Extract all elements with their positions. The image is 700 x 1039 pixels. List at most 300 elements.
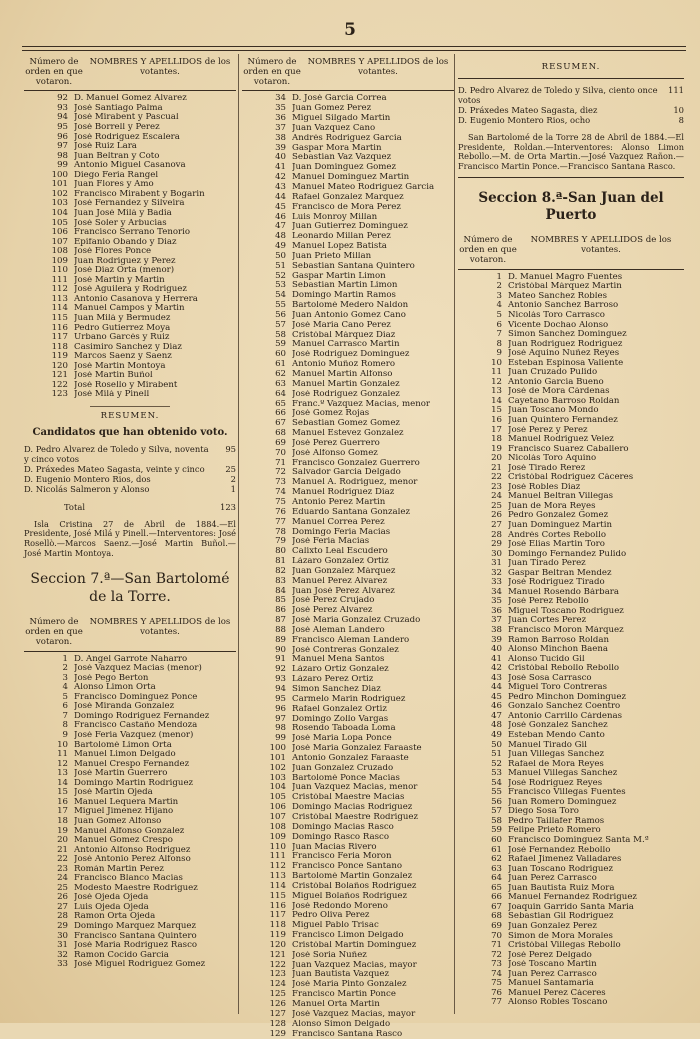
voter-number: 118 <box>269 921 286 931</box>
voter-name: Miguel Jimenez Hijano <box>74 807 174 817</box>
voter-number: 40 <box>275 153 286 163</box>
voter-name: José Aleman Landero <box>292 625 385 635</box>
list-item <box>242 616 454 626</box>
list-item <box>242 577 454 587</box>
table-header <box>24 58 236 91</box>
voter-name: Juan Rodriguez y Perez <box>74 256 176 266</box>
voter-name: Pedro Gonzalez Gomez <box>508 511 609 521</box>
voter-number: 2 <box>496 282 502 292</box>
voter-name: José Feria Vazquez (menor) <box>74 731 194 741</box>
voter-name: Juan Romero Dominguez <box>508 797 617 807</box>
list-item <box>242 813 454 823</box>
voter-number: 39 <box>275 143 286 153</box>
list-item <box>242 862 454 872</box>
voter-name: Juan Toscano Rodriguez <box>508 864 614 874</box>
voter-number: 86 <box>275 606 286 616</box>
voter-name: Cristóbal Bolaños Rodriguez <box>292 881 417 891</box>
voter-number: 21 <box>491 463 502 473</box>
list-item <box>458 750 684 760</box>
list-item <box>242 1010 454 1020</box>
voter-number: 22 <box>491 473 502 483</box>
list-item <box>458 445 684 455</box>
section6-note: Isla Cristina 27 de Abril de 1884.—El Presidente, José Milá y Pinell.—Interventores: José Rosellò.—Marcos Saenz.—José Martin Buñol.—José Martin Montoya. <box>24 518 236 558</box>
voter-name: Alonso Minchon Baena <box>508 645 609 655</box>
list-item <box>242 803 454 813</box>
list-item <box>242 350 454 360</box>
voter-number: 88 <box>275 625 286 635</box>
list-item <box>458 359 684 369</box>
voter-number: 126 <box>269 1000 286 1010</box>
result-line <box>458 115 684 125</box>
list-item <box>458 807 684 817</box>
list-item <box>458 741 684 751</box>
voter-name: José Martin y Martin <box>74 275 165 285</box>
list-item <box>242 774 454 784</box>
list-item <box>242 902 454 912</box>
list-item <box>242 1020 454 1030</box>
voter-number: 6 <box>62 702 68 712</box>
voter-number: 3 <box>62 673 68 683</box>
voter-name: Francisco de Mora Perez <box>292 202 401 212</box>
section6-voter-list <box>24 94 236 400</box>
voter-name: Cristóbal Rodriguez Cáceres <box>508 473 634 483</box>
list-item <box>242 478 454 488</box>
voter-number: 24 <box>491 492 502 502</box>
voter-name: José Rodriguez Gonzalez <box>292 389 400 399</box>
voter-number: 46 <box>275 212 286 222</box>
voter-name: José Toscano Martin <box>508 960 597 970</box>
section7-voter-list-b <box>242 94 454 1039</box>
voter-number: 38 <box>491 626 502 635</box>
voter-number: 119 <box>51 352 68 362</box>
voter-number: 33 <box>57 960 68 970</box>
list-item <box>242 823 454 833</box>
list-item <box>458 836 684 846</box>
list-item <box>458 301 684 311</box>
voter-number: 11 <box>57 750 68 760</box>
voter-number: 92 <box>57 94 68 104</box>
list-item <box>24 304 236 314</box>
voter-name: Manuel Mateo Rodriguez Garcia <box>292 182 435 192</box>
list-item <box>24 104 236 114</box>
result-line <box>24 484 236 494</box>
voter-number: 53 <box>491 769 502 779</box>
voter-name: Diego Feria Rangel <box>74 170 159 180</box>
list-item <box>458 387 684 397</box>
candidate-name: D. Pedro Alvarez de Toledo y Silva, ciento once votos <box>458 85 658 105</box>
voter-number: 41 <box>491 654 502 664</box>
voter-name: José Maria Cano Perez <box>292 320 391 330</box>
voter-name: José Perez y Perez <box>508 425 588 435</box>
voter-number: 105 <box>51 218 68 228</box>
list-item <box>242 587 454 597</box>
list-item <box>24 865 236 875</box>
list-item <box>242 705 454 715</box>
list-item <box>24 333 236 343</box>
total-label: Total <box>64 501 86 512</box>
divider <box>458 78 684 79</box>
voter-name: José Perez Crujado <box>292 596 375 606</box>
list-item <box>242 793 454 803</box>
list-item <box>458 292 684 302</box>
list-item <box>242 163 454 173</box>
list-item <box>458 330 684 340</box>
candidate-name: D. Eugenio Montero Rios, dos <box>24 473 151 484</box>
list-item <box>458 559 684 569</box>
voter-number: 125 <box>269 990 286 1000</box>
voter-number: 115 <box>51 313 68 323</box>
list-item <box>458 960 684 970</box>
voter-name: Juan Tirado Perez <box>508 559 586 569</box>
list-item <box>24 731 236 741</box>
voter-number: 15 <box>57 788 68 798</box>
voter-name: José Soria Nuñez <box>292 950 367 960</box>
voter-number: 1 <box>496 272 502 282</box>
voter-number: 118 <box>51 342 68 352</box>
voter-number: 40 <box>491 645 502 655</box>
voter-number: 93 <box>57 103 68 113</box>
candidate-name: D. Nicolás Salmeron y Alonso <box>24 483 150 494</box>
voter-name: Antonio Casanova y Herrera <box>74 294 198 304</box>
voter-number: 48 <box>491 721 502 731</box>
voter-name: Juan Prieto Millan <box>292 251 372 261</box>
list-item <box>458 464 684 474</box>
voter-number: 71 <box>275 458 286 468</box>
list-item <box>242 409 454 419</box>
voter-name: Juan Beltran y Coto <box>74 151 160 161</box>
list-item <box>242 941 454 951</box>
voter-number: 66 <box>491 893 502 903</box>
list-item <box>242 321 454 331</box>
list-item <box>24 817 236 827</box>
voter-name: Domingo Rodriguez Fernandez <box>74 711 210 721</box>
voter-number: 57 <box>491 807 502 817</box>
list-item <box>24 903 236 913</box>
voter-name: Antonio Carrillo Cárdenas <box>508 711 623 721</box>
result-line <box>24 464 236 474</box>
voter-name: Domingo Martin Rodriguez <box>74 778 194 788</box>
list-item <box>458 616 684 626</box>
voter-name: Manuel Mena Santos <box>292 655 385 665</box>
list-item <box>242 94 454 104</box>
voter-number: 21 <box>57 845 68 855</box>
voter-number: 54 <box>491 778 502 788</box>
list-item <box>24 750 236 760</box>
voter-number: 38 <box>275 133 286 143</box>
list-item <box>242 646 454 656</box>
list-item <box>458 664 684 674</box>
voter-name: Francisco Castaño Mendoza <box>74 721 198 731</box>
voter-name: Sebastian Martin Limon <box>292 281 398 291</box>
list-item <box>242 911 454 921</box>
voter-number: 20 <box>491 454 502 464</box>
list-item <box>24 324 236 334</box>
voter-number: 116 <box>269 901 286 911</box>
list-item <box>242 557 454 567</box>
voter-number: 24 <box>57 874 68 884</box>
voter-name: Francisco Ponce Santano <box>292 862 403 872</box>
column-1 <box>24 58 236 970</box>
list-item <box>24 362 236 372</box>
voter-number: 89 <box>275 635 286 645</box>
list-item <box>242 655 454 665</box>
list-item <box>242 843 454 853</box>
voter-number: 68 <box>275 429 286 439</box>
list-item <box>24 741 236 751</box>
voter-number: 14 <box>57 778 68 788</box>
voter-name: Juan Vazquez Macias, menor <box>292 783 418 793</box>
voter-name: Carmelo Marin Rodriguez <box>292 694 406 704</box>
list-item <box>242 134 454 144</box>
list-item <box>458 884 684 894</box>
list-item <box>24 702 236 712</box>
voter-number: 107 <box>269 812 286 822</box>
voter-name: D. José Garcia Correa <box>292 94 387 104</box>
voter-number: 99 <box>57 161 68 171</box>
list-item <box>242 114 454 124</box>
voter-name: Manuel Rodriguez Velez <box>508 435 614 445</box>
list-item <box>24 161 236 171</box>
list-item <box>458 273 684 283</box>
voter-name: José Redondo Moreno <box>292 901 388 911</box>
list-item <box>242 518 454 528</box>
column-3 <box>458 58 684 1008</box>
list-item <box>458 903 684 913</box>
voter-name: Sebastian Gomez Gomez <box>292 419 400 429</box>
voter-name: José Ruiz Lara <box>74 142 137 152</box>
list-item <box>24 314 236 324</box>
list-item <box>242 173 454 183</box>
list-item <box>242 203 454 213</box>
divider <box>458 177 684 178</box>
divider <box>90 406 170 407</box>
voter-number: 97 <box>57 142 68 152</box>
voter-number: 106 <box>51 228 68 238</box>
list-item <box>458 998 684 1008</box>
voter-name: Francisco Limon Delgado <box>292 931 404 941</box>
voter-name: José Flores Ponce <box>74 247 152 257</box>
voter-name: José Rosello y Mirabent <box>74 380 178 390</box>
voter-name: José Elias Martin Toro <box>508 540 605 550</box>
voter-number: 16 <box>57 797 68 807</box>
voter-name: José Vazquez Macias (menor) <box>74 664 202 674</box>
voter-name: Manuel Rodriguez Diaz <box>292 488 395 498</box>
voter-name: José Rodriguez Escalera <box>74 132 180 142</box>
list-item <box>242 222 454 232</box>
voter-number: 90 <box>275 645 286 655</box>
voter-name: Manuel Gomez Crespo <box>74 836 173 846</box>
voter-name: Manuel Lopez Batista <box>292 242 387 252</box>
list-item <box>242 675 454 685</box>
voter-number: 9 <box>496 349 502 359</box>
voter-name: Simon Sanchez Diaz <box>292 685 381 695</box>
table-header <box>242 58 454 91</box>
list-item <box>242 360 454 370</box>
voter-name: Manuel Santamaria <box>508 979 594 989</box>
voter-number: 112 <box>269 862 286 872</box>
voter-number: 72 <box>275 468 286 478</box>
list-item <box>458 702 684 712</box>
list-item <box>242 833 454 843</box>
voter-name: Pedro Oliva Perez <box>292 911 370 921</box>
voter-name: Manuel Campos y Martin <box>74 304 185 314</box>
voter-number: 110 <box>269 842 286 852</box>
voter-name: Juan Vazquez Macias, mayor <box>292 960 417 970</box>
voter-number: 61 <box>275 360 286 370</box>
list-item <box>458 282 684 292</box>
voter-name: Vicente Dochao Alonso <box>508 320 609 330</box>
list-item <box>24 951 236 961</box>
result-line <box>24 444 236 464</box>
voter-name: Domingo Rasco Rasco <box>292 832 390 842</box>
voter-name: Juan Gonzalez Perez <box>508 921 597 931</box>
voter-number: 119 <box>269 931 286 941</box>
list-item <box>24 922 236 932</box>
list-item <box>24 674 236 684</box>
voter-name: Juan Vazquez Cano <box>292 123 376 133</box>
voter-name: José Diaz Orta (menor) <box>74 266 175 276</box>
list-item <box>24 94 236 104</box>
voter-number: 13 <box>57 769 68 779</box>
voter-number: 60 <box>275 350 286 360</box>
list-item <box>458 826 684 836</box>
voter-name: Juan Villegas Sanchez <box>508 750 605 760</box>
voter-name: Ramon Barroso Roldan <box>508 635 610 645</box>
voter-name: Felipe Prieto Romero <box>508 826 601 836</box>
list-item <box>242 340 454 350</box>
voter-number: 43 <box>491 673 502 683</box>
list-item <box>242 498 454 508</box>
voter-name: Juan Cortes Perez <box>508 616 587 626</box>
list-item <box>242 144 454 154</box>
voter-name: Sebastian Vaz Vazquez <box>292 153 392 163</box>
voter-name: Domingo Marquez Marquez <box>74 921 196 931</box>
voter-name: Juan Gutierrez Dominguez <box>292 222 408 232</box>
voter-name: José Maria Gonzalez Faraaste <box>292 744 422 754</box>
voter-number: 47 <box>275 222 286 232</box>
voter-name: Juan Perez Carrasco <box>508 969 597 979</box>
list-item <box>24 655 236 665</box>
voter-name: José Rodriguez Reyes <box>508 778 603 788</box>
voter-name: Manuel Alfonso Gonzalez <box>74 826 185 836</box>
list-item <box>458 912 684 922</box>
voter-number: 102 <box>51 189 68 199</box>
voter-number: 15 <box>491 406 502 416</box>
list-item <box>24 123 236 133</box>
voter-name: José Feria Macias <box>292 537 370 547</box>
voter-name: Rafael de Mora Reyes <box>508 759 604 769</box>
voter-name: Manuel Orta Martin <box>292 1000 380 1010</box>
voter-name: D. Angel Garrote Naharro <box>74 654 188 664</box>
list-item <box>242 921 454 931</box>
voter-name: José Gomez Rojas <box>292 409 370 419</box>
voter-name: Antonio Garcia Bueno <box>508 377 604 387</box>
voter-number: 9 <box>62 731 68 741</box>
list-item <box>242 931 454 941</box>
voter-number: 30 <box>491 549 502 559</box>
voter-name: José Borrell y Perez <box>74 123 160 133</box>
list-item <box>242 104 454 114</box>
voter-number: 94 <box>275 685 286 695</box>
voter-number: 5 <box>496 310 502 320</box>
voter-number: 69 <box>491 921 502 931</box>
list-item <box>24 343 236 353</box>
voter-number: 85 <box>275 596 286 606</box>
list-item <box>24 113 236 123</box>
voter-name: José Martin Buñol <box>74 371 153 381</box>
voter-name: Francisco Aleman Landero <box>292 635 410 645</box>
voter-name: Francisco Mirabent y Bogarin <box>74 189 205 199</box>
voter-number: 34 <box>491 587 502 597</box>
voter-name: Cristóbal Rebollo Rebollo <box>508 664 620 674</box>
list-item <box>242 783 454 793</box>
voter-number: 34 <box>275 94 286 104</box>
voter-number: 23 <box>57 864 68 874</box>
voter-name: José Robles Diaz <box>508 482 581 492</box>
voter-name: Calixto Leal Escudero <box>292 547 388 557</box>
list-item <box>458 588 684 598</box>
voter-name: Rosendo Taboada Loma <box>292 724 396 734</box>
voter-number: 94 <box>57 113 68 123</box>
voter-name: Juan Dominguez Gomez <box>292 163 397 173</box>
voter-number: 57 <box>275 320 286 330</box>
voter-number: 50 <box>491 740 502 750</box>
voter-name: José Aguilera y Rodriguez <box>74 285 187 295</box>
voter-number: 114 <box>51 304 68 314</box>
voter-number: 97 <box>275 714 286 724</box>
voter-number: 129 <box>269 1029 286 1039</box>
voter-name: Miguel Bolaños Rodriguez <box>292 891 408 901</box>
list-item <box>24 664 236 674</box>
voter-number: 65 <box>491 883 502 893</box>
voter-name: Manuel Martin Alfonso <box>292 370 393 380</box>
voter-name: Manuel A. Rodriguez, menor <box>292 478 418 488</box>
voter-name: José Ojeda Ojeda <box>74 893 149 903</box>
voter-number: 81 <box>275 557 286 567</box>
voter-name: José Soler y Arbucias <box>74 218 167 228</box>
list-item <box>458 970 684 980</box>
voter-name: Miguel Toro Contreras <box>508 683 607 693</box>
voter-name: Juan Bautista Vazquez <box>292 970 389 980</box>
voter-name: José Fernandez y Silveira <box>74 199 185 209</box>
voter-name: Manuel Fernandez Rodriguez <box>508 893 637 903</box>
list-item <box>242 852 454 862</box>
list-item <box>458 626 684 636</box>
list-item <box>242 213 454 223</box>
list-item <box>24 874 236 884</box>
voter-number: 77 <box>275 517 286 527</box>
voter-number: 75 <box>491 979 502 989</box>
list-item <box>24 779 236 789</box>
voter-name: Manuel Beltran Villegas <box>508 492 614 502</box>
voter-number: 78 <box>275 527 286 537</box>
voter-number: 54 <box>275 291 286 301</box>
voter-number: 122 <box>51 380 68 390</box>
list-item <box>24 371 236 381</box>
voter-name: Rafael Jimenez Valladares <box>508 855 622 865</box>
voter-name: Domingo Macias Rodriguez <box>292 803 413 813</box>
list-item <box>24 884 236 894</box>
vote-count: 25 <box>225 463 236 474</box>
list-item <box>242 301 454 311</box>
total-line <box>24 502 236 512</box>
voter-name: Cristóbal Martin Dominguez <box>292 940 417 950</box>
list-item <box>458 435 684 445</box>
voter-number: 109 <box>51 256 68 266</box>
voter-name: Lázaro Ortiz Gonzalez <box>292 665 389 675</box>
voter-name: Simon de Mora Morales <box>508 931 613 941</box>
list-item <box>242 567 454 577</box>
